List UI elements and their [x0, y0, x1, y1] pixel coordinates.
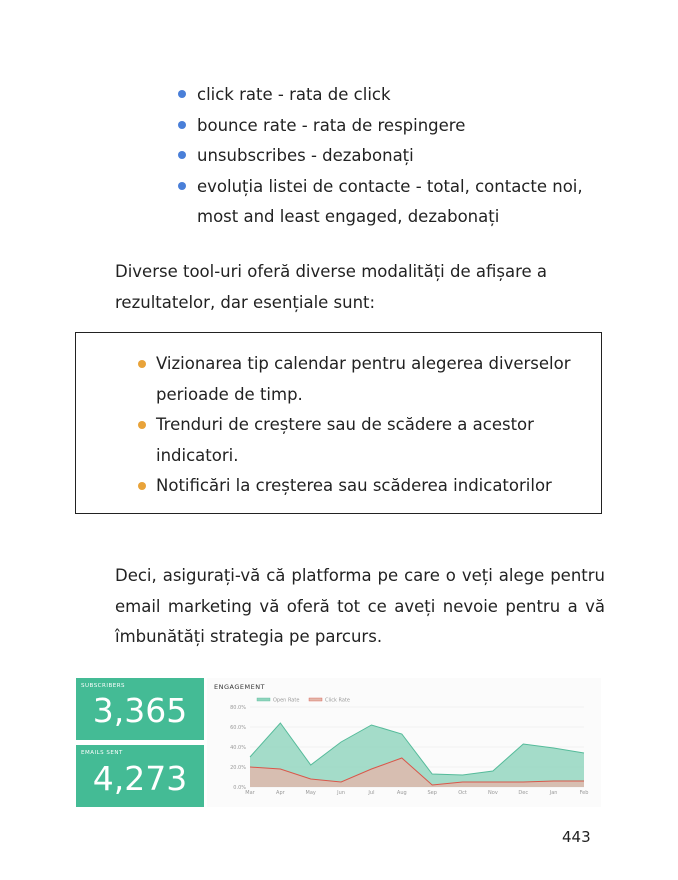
x-tick-label: Mar [245, 790, 255, 796]
engagement-title: ENGAGEMENT [214, 683, 266, 691]
legend-label: Open Rate [273, 697, 300, 704]
emails-sent-label: EMAILS SENT [81, 750, 123, 756]
x-tick-label: Nov [488, 790, 498, 796]
bullet-icon [178, 121, 186, 129]
bullet-icon [138, 482, 146, 490]
x-tick-label: Jun [337, 790, 345, 796]
engagement-chart [207, 678, 601, 807]
list-item: Notificări la creșterea sau scăderea indicatorilor [138, 471, 593, 502]
x-tick-label: Feb [579, 790, 589, 796]
bullet-icon [138, 421, 146, 429]
x-tick-label: Jul [368, 790, 375, 796]
list-item: unsubscribes - dezabonați [178, 141, 618, 172]
x-tick-label: May [305, 790, 316, 796]
legend-label: Click Rate [325, 697, 350, 704]
subscribers-value: 3,365 [92, 691, 188, 730]
requirements-list [138, 349, 593, 502]
list-item: bounce rate - rata de respingere [178, 111, 618, 142]
bullet-icon [178, 182, 186, 190]
list-item: Trenduri de creștere sau de scădere a acestor indicatori. [138, 410, 593, 471]
subscribers-label: SUBSCRIBERS [81, 683, 126, 689]
y-tick-label: 80.0% [230, 704, 246, 711]
closing-paragraph: Deci, asigurați-vă că platforma pe care o veți alege pentru email marketing vă oferă tot ce aveți nevoie pentru a vă îmbunătăți strategia pe parcurs. [115, 566, 605, 646]
page-number: 443 [562, 828, 591, 846]
x-tick-label: Dec [518, 790, 529, 796]
intro-paragraph: Diverse tool-uri oferă diverse modalități de afișare a rezultatelor, dar esențiale sunt: [115, 262, 548, 312]
x-tick-label: Oct [458, 790, 467, 796]
list-item: Vizionarea tip calendar pentru alegerea diverselor perioade de timp. [138, 349, 593, 410]
bullet-icon [178, 151, 186, 159]
emails-sent-value: 4,273 [92, 759, 188, 798]
list-item: click rate - rata de click [178, 80, 618, 111]
x-tick-label: Apr [276, 790, 285, 796]
x-tick-label: Aug [396, 790, 407, 796]
subscribers-card [76, 678, 204, 740]
metrics-list [178, 80, 618, 233]
engagement-panel [207, 678, 601, 807]
list-item: evoluția listei de contacte - total, contacte noi, most and least engaged, dezabonați [178, 172, 618, 233]
legend-swatch [257, 698, 270, 701]
dashboard-screenshot [76, 678, 601, 809]
bullet-icon [138, 360, 146, 368]
y-tick-label: 60.0% [230, 724, 246, 731]
x-tick-label: Jan [549, 790, 558, 796]
emails-sent-card [76, 745, 204, 807]
y-tick-label: 40.0% [230, 744, 246, 751]
y-tick-label: 0.0% [233, 784, 246, 791]
x-tick-label: Sep [427, 790, 437, 796]
requirements-box [75, 332, 602, 514]
y-tick-label: 20.0% [230, 764, 246, 771]
bullet-icon [178, 90, 186, 98]
legend-swatch [309, 698, 322, 701]
